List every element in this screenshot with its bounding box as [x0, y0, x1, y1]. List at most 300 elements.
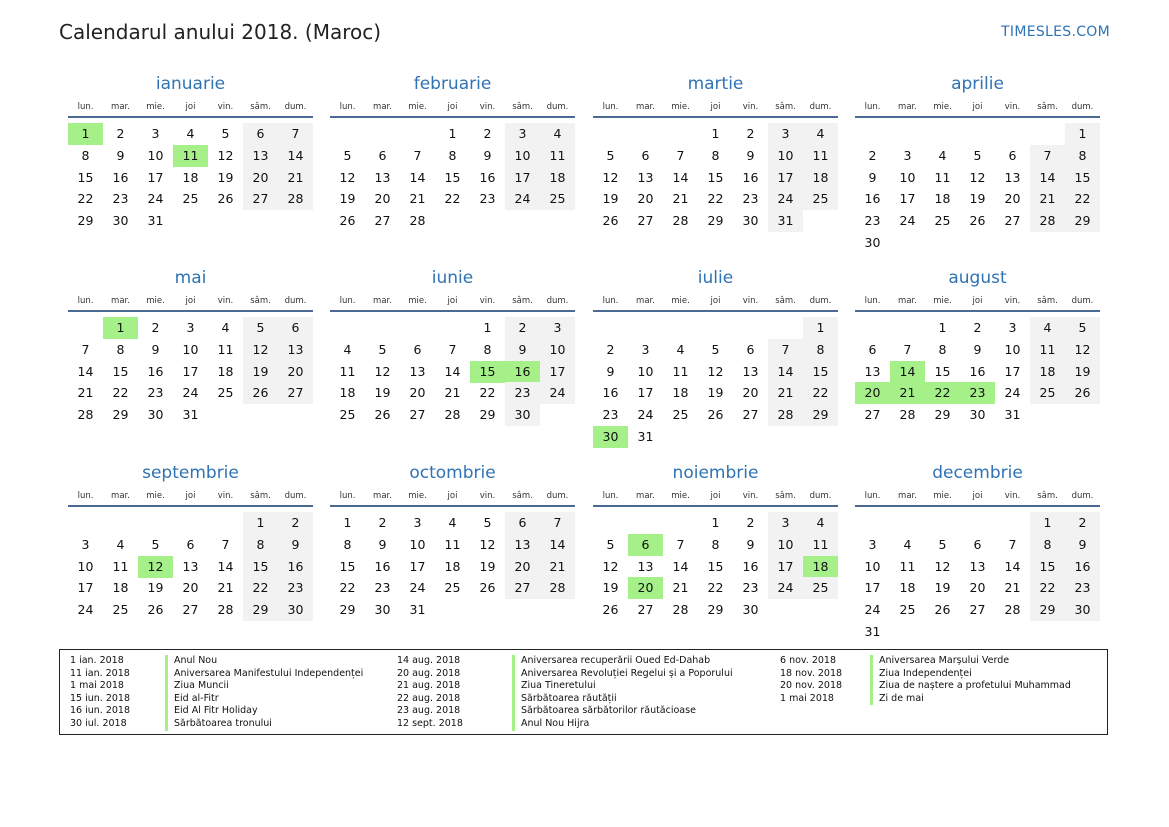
day-cell: 16: [864, 191, 881, 207]
day-cell: 5: [378, 341, 387, 357]
legend-date: 16 iun. 2018: [70, 705, 131, 717]
weekday-label: mar.: [111, 102, 130, 112]
day-cell: 27: [182, 602, 199, 617]
day-cell: 4: [803, 123, 838, 145]
day-cell: 12: [479, 536, 496, 552]
day-cell: 13: [243, 145, 278, 167]
day-cell: 13: [409, 363, 426, 379]
legend-dates-column: [397, 655, 463, 731]
day-cell: 7: [448, 341, 457, 357]
day-cell: 4: [343, 341, 352, 357]
weekday-header: [330, 296, 575, 308]
day-cell: 18: [1030, 361, 1065, 383]
day-cell: 21: [444, 385, 461, 401]
day-cell: 3: [1008, 320, 1017, 335]
day-cell: 26: [707, 407, 724, 422]
day-cell: 30: [374, 602, 391, 617]
month-title: martie: [687, 74, 744, 94]
day-cell: 20: [182, 580, 199, 596]
day-cell: 8: [243, 534, 278, 556]
day-cell: 12: [1065, 339, 1100, 361]
day-cell: 25: [803, 188, 838, 210]
day-cell: 24: [1004, 385, 1021, 401]
day-cell: 1: [243, 512, 278, 534]
weekday-label: joi: [185, 491, 196, 501]
day-cell: 4: [1030, 317, 1065, 339]
day-cell: 27: [278, 382, 313, 404]
day-cell: 6: [1008, 147, 1017, 163]
legend-date: 21 aug. 2018: [397, 680, 461, 692]
day-cell: 9: [505, 339, 540, 361]
legend-date: 11 ian. 2018: [70, 667, 130, 679]
day-cell: 15: [934, 363, 951, 379]
header-rule: [330, 116, 575, 118]
legend-date: 23 aug. 2018: [397, 705, 461, 717]
day-cell: 25: [182, 191, 199, 207]
day-cell: 2: [606, 341, 615, 357]
day-cell: 26: [934, 602, 951, 617]
day-cell: 13: [637, 558, 654, 574]
weekday-label: mar.: [898, 491, 917, 501]
day-cell: 20: [409, 385, 426, 401]
day-cell: 8: [81, 147, 90, 163]
day-cell: 3: [868, 536, 877, 552]
day-cell: 27: [409, 407, 426, 422]
weekday-label: vin.: [217, 102, 234, 112]
weekday-header: [330, 102, 575, 114]
day-cell: 6: [505, 512, 540, 534]
day-cell: 26: [374, 407, 391, 422]
weekday-label: lun.: [864, 296, 881, 306]
day-cell: 19: [707, 385, 724, 401]
day-cell: 4: [803, 512, 838, 534]
day-cell: 7: [768, 339, 803, 361]
day-cell: 25: [112, 602, 129, 617]
day-cell: 22: [1065, 188, 1100, 210]
month-title: aprilie: [951, 74, 1004, 94]
day-cell: 5: [606, 147, 615, 163]
day-cell: 2: [151, 320, 160, 335]
day-cell: 15: [707, 558, 724, 574]
legend-holiday-name: Sărbătoarea tronului: [165, 718, 363, 731]
day-cell: 16: [1065, 556, 1100, 578]
day-cell: 30: [742, 213, 759, 228]
weekday-label: dum.: [546, 491, 569, 501]
day-cell: 27: [374, 213, 391, 228]
day-cell: 21: [768, 382, 803, 404]
day-cell: 25: [934, 213, 951, 228]
day-cell: 29: [243, 599, 278, 621]
weekday-label: mar.: [111, 491, 130, 501]
holiday-day-cell: 20: [855, 382, 890, 404]
day-cell: 21: [672, 191, 689, 207]
day-cell: 17: [899, 191, 916, 207]
day-cell: 28: [672, 213, 689, 228]
weekday-label: mie.: [146, 296, 165, 306]
day-cell: 10: [864, 558, 881, 574]
weekday-label: sâm.: [512, 491, 533, 501]
legend-holiday-name: Ziua Muncii: [165, 680, 363, 693]
day-cell: 5: [1065, 317, 1100, 339]
weekday-label: dum.: [809, 491, 832, 501]
day-cell: 22: [444, 191, 461, 207]
day-cell: 24: [147, 191, 164, 207]
day-cell: 8: [116, 341, 125, 357]
weekday-label: mie.: [671, 296, 690, 306]
day-cell: 19: [479, 558, 496, 574]
weekday-label: mar.: [636, 296, 655, 306]
weekday-label: mie.: [933, 491, 952, 501]
day-cell: 14: [540, 534, 575, 556]
day-cell: 30: [742, 602, 759, 617]
day-cell: 19: [374, 385, 391, 401]
day-cell: 13: [969, 558, 986, 574]
legend-holiday-name: Aniversarea recuperării Oued Ed-Dahab: [512, 655, 733, 668]
day-cell: 18: [540, 167, 575, 189]
weekday-label: mie.: [933, 102, 952, 112]
weekday-label: vin.: [217, 491, 234, 501]
day-cell: 27: [864, 407, 881, 422]
day-cell: 17: [505, 167, 540, 189]
legend-date: 12 sept. 2018: [397, 717, 463, 729]
weekday-label: dum.: [1071, 102, 1094, 112]
day-cell: 25: [444, 580, 461, 596]
day-cell: 12: [707, 363, 724, 379]
weekday-label: joi: [447, 296, 458, 306]
weekday-label: mar.: [898, 296, 917, 306]
weekday-label: joi: [710, 102, 721, 112]
day-cell: 3: [768, 512, 803, 534]
day-cell: 18: [899, 580, 916, 596]
month-title: decembrie: [932, 463, 1023, 483]
day-cell: 24: [768, 188, 803, 210]
day-cell: 30: [112, 213, 129, 228]
day-cell: 27: [742, 407, 759, 422]
day-cell: 12: [374, 363, 391, 379]
day-cell: 21: [540, 556, 575, 578]
day-cell: 22: [803, 382, 838, 404]
day-cell: 12: [602, 558, 619, 574]
day-cell: 20: [742, 385, 759, 401]
day-cell: 29: [77, 213, 94, 228]
weekday-label: lun.: [602, 491, 619, 501]
day-cell: 23: [864, 213, 881, 228]
weekday-label: joi: [447, 491, 458, 501]
weekday-header: [68, 491, 313, 503]
day-cell: 29: [479, 407, 496, 422]
legend-holiday-name: Anul Nou: [165, 655, 363, 668]
legend-date: 1 mai 2018: [70, 680, 124, 692]
day-cell: 19: [217, 169, 234, 185]
day-cell: 8: [343, 536, 352, 552]
day-cell: 2: [378, 515, 387, 530]
weekday-label: sâm.: [775, 491, 796, 501]
weekday-label: dum.: [546, 296, 569, 306]
day-cell: 17: [540, 361, 575, 383]
day-cell: 15: [1030, 556, 1065, 578]
day-cell: 26: [602, 213, 619, 228]
day-cell: 21: [278, 167, 313, 189]
month-title: iunie: [431, 268, 474, 288]
day-cell: 12: [969, 169, 986, 185]
day-cell: 4: [903, 536, 912, 552]
weekday-label: vin.: [479, 102, 496, 112]
day-cell: 25: [217, 385, 234, 401]
day-cell: 26: [147, 602, 164, 617]
day-cell: 20: [505, 556, 540, 578]
day-cell: 22: [707, 191, 724, 207]
day-cell: 7: [903, 341, 912, 357]
day-cell: 10: [540, 339, 575, 361]
day-cell: 14: [278, 145, 313, 167]
day-cell: 24: [77, 602, 94, 617]
weekday-label: lun.: [339, 296, 356, 306]
holiday-day-cell: 30: [593, 426, 628, 448]
day-cell: 10: [899, 169, 916, 185]
day-cell: 11: [934, 169, 951, 185]
day-cell: 16: [112, 169, 129, 185]
day-cell: 10: [147, 147, 164, 163]
day-cell: 17: [147, 169, 164, 185]
day-cell: 2: [116, 126, 125, 141]
weekday-label: lun.: [77, 491, 94, 501]
day-cell: 22: [1030, 577, 1065, 599]
day-cell: 3: [903, 147, 912, 163]
day-cell: 8: [938, 341, 947, 357]
day-cell: 29: [1030, 599, 1065, 621]
day-cell: 23: [1065, 577, 1100, 599]
day-cell: 6: [868, 341, 877, 357]
day-cell: 7: [278, 123, 313, 145]
brand-link[interactable]: TIMESLES.COM: [1001, 24, 1110, 40]
day-cell: 9: [151, 341, 160, 357]
day-cell: 28: [1004, 602, 1021, 617]
holiday-day-cell: 1: [68, 123, 103, 145]
holiday-day-cell: 20: [628, 577, 663, 599]
day-cell: 12: [217, 147, 234, 163]
day-cell: 11: [899, 558, 916, 574]
day-cell: 10: [409, 536, 426, 552]
day-cell: 7: [676, 147, 685, 163]
day-cell: 9: [1065, 534, 1100, 556]
weekday-label: sâm.: [512, 296, 533, 306]
day-cell: 27: [637, 213, 654, 228]
day-cell: 3: [641, 341, 650, 357]
weekday-label: vin.: [479, 491, 496, 501]
day-cell: 9: [973, 341, 982, 357]
day-cell: 5: [938, 536, 947, 552]
day-cell: 30: [1065, 599, 1100, 621]
day-cell: 27: [243, 188, 278, 210]
weekday-label: lun.: [77, 102, 94, 112]
day-cell: 22: [77, 191, 94, 207]
day-cell: 1: [448, 126, 457, 141]
day-cell: 15: [77, 169, 94, 185]
day-cell: 5: [711, 341, 720, 357]
day-cell: 11: [112, 558, 129, 574]
day-cell: 17: [768, 167, 803, 189]
day-cell: 5: [483, 515, 492, 530]
weekday-label: mar.: [373, 491, 392, 501]
day-cell: 9: [606, 363, 615, 379]
holiday-day-cell: 1: [103, 317, 138, 339]
day-cell: 10: [77, 558, 94, 574]
day-cell: 17: [1004, 363, 1021, 379]
legend-holiday-name: Eid Al Fitr Holiday: [165, 705, 363, 718]
day-cell: 20: [969, 580, 986, 596]
day-cell: 2: [483, 126, 492, 141]
holiday-day-cell: 12: [138, 556, 173, 578]
weekday-label: joi: [710, 296, 721, 306]
day-cell: 9: [116, 147, 125, 163]
holiday-day-cell: 23: [960, 382, 995, 404]
legend-names-column: [165, 655, 363, 731]
weekday-label: sâm.: [250, 102, 271, 112]
weekday-label: mar.: [111, 296, 130, 306]
day-cell: 23: [742, 580, 759, 596]
day-cell: 10: [505, 145, 540, 167]
legend-date: 1 ian. 2018: [70, 655, 124, 666]
day-cell: 4: [116, 536, 125, 552]
day-cell: 6: [746, 341, 755, 357]
day-cell: 19: [243, 361, 278, 383]
weekday-label: mie.: [408, 491, 427, 501]
day-cell: 7: [221, 536, 230, 552]
weekday-label: lun.: [864, 102, 881, 112]
day-cell: 26: [339, 213, 356, 228]
weekday-label: vin.: [1004, 491, 1021, 501]
day-cell: 24: [637, 407, 654, 422]
day-cell: 20: [243, 167, 278, 189]
day-cell: 1: [711, 515, 720, 530]
day-cell: 12: [602, 169, 619, 185]
weekday-label: mie.: [408, 102, 427, 112]
day-cell: 11: [803, 534, 838, 556]
weekday-label: mie.: [933, 296, 952, 306]
day-cell: 23: [505, 382, 540, 404]
weekday-label: sâm.: [1037, 491, 1058, 501]
day-cell: 13: [637, 169, 654, 185]
day-cell: 30: [864, 234, 881, 250]
day-cell: 6: [413, 341, 422, 357]
weekday-header: [68, 102, 313, 114]
day-cell: 1: [1065, 123, 1100, 145]
day-cell: 21: [1004, 580, 1021, 596]
month-title: august: [948, 268, 1007, 288]
day-cell: 30: [505, 404, 540, 426]
day-cell: 31: [409, 602, 426, 617]
day-cell: 9: [746, 536, 755, 552]
day-cell: 2: [973, 320, 982, 335]
weekday-label: dum.: [809, 102, 832, 112]
weekday-header: [855, 296, 1100, 308]
day-cell: 13: [742, 363, 759, 379]
weekday-label: vin.: [742, 491, 759, 501]
day-cell: 28: [768, 404, 803, 426]
day-cell: 4: [221, 320, 230, 335]
day-cell: 10: [768, 534, 803, 556]
holiday-day-cell: 6: [628, 534, 663, 556]
day-cell: 10: [1004, 341, 1021, 357]
day-cell: 28: [77, 407, 94, 422]
holiday-day-cell: 14: [890, 361, 925, 383]
month-title: septembrie: [142, 463, 239, 483]
day-cell: 29: [934, 407, 951, 422]
legend-date: 30 iul. 2018: [70, 717, 127, 729]
header-rule: [855, 310, 1100, 312]
weekday-label: dum.: [284, 296, 307, 306]
day-cell: 13: [864, 363, 881, 379]
day-cell: 3: [151, 126, 160, 141]
day-cell: 28: [672, 602, 689, 617]
legend-holiday-name: Ziua Independenței: [870, 668, 1071, 681]
day-cell: 18: [444, 558, 461, 574]
day-cell: 18: [803, 167, 838, 189]
day-cell: 13: [374, 169, 391, 185]
day-cell: 3: [81, 536, 90, 552]
header-rule: [593, 310, 838, 312]
day-cell: 2: [1065, 512, 1100, 534]
weekday-label: joi: [710, 491, 721, 501]
day-cell: 18: [672, 385, 689, 401]
day-cell: 25: [540, 188, 575, 210]
day-cell: 1: [938, 320, 947, 335]
day-cell: 4: [938, 147, 947, 163]
day-cell: 15: [707, 169, 724, 185]
day-cell: 5: [221, 126, 230, 141]
day-cell: 3: [413, 515, 422, 530]
day-cell: 16: [969, 363, 986, 379]
weekday-label: mar.: [898, 102, 917, 112]
day-cell: 21: [409, 191, 426, 207]
day-cell: 25: [803, 577, 838, 599]
weekday-label: mar.: [636, 491, 655, 501]
header-rule: [593, 116, 838, 118]
legend-holiday-name: Aniversarea Marșului Verde: [870, 655, 1071, 668]
day-cell: 8: [448, 147, 457, 163]
day-cell: 19: [602, 191, 619, 207]
day-cell: 8: [711, 536, 720, 552]
day-cell: 6: [378, 147, 387, 163]
legend-date: 15 iun. 2018: [70, 692, 131, 704]
day-cell: 16: [479, 169, 496, 185]
day-cell: 6: [973, 536, 982, 552]
day-cell: 4: [540, 123, 575, 145]
holiday-day-cell: 18: [803, 556, 838, 578]
weekday-label: sâm.: [1037, 102, 1058, 112]
legend-holiday-name: Sărbătoarea sărbătorilor răutăcioase: [512, 705, 733, 718]
day-cell: 25: [672, 407, 689, 422]
weekday-header: [593, 491, 838, 503]
weekday-label: lun.: [864, 491, 881, 501]
legend-holiday-name: Eid al-Fitr: [165, 693, 363, 706]
legend-date: 14 aug. 2018: [397, 655, 461, 666]
day-cell: 6: [278, 317, 313, 339]
weekday-label: joi: [972, 296, 983, 306]
day-cell: 27: [969, 602, 986, 617]
day-cell: 26: [602, 602, 619, 617]
weekday-label: sâm.: [250, 296, 271, 306]
day-cell: 23: [602, 407, 619, 422]
weekday-label: joi: [447, 102, 458, 112]
day-cell: 5: [243, 317, 278, 339]
day-cell: 1: [711, 126, 720, 141]
day-cell: 19: [969, 191, 986, 207]
legend-date: 6 nov. 2018: [780, 655, 836, 666]
day-cell: 18: [217, 363, 234, 379]
day-cell: 15: [243, 556, 278, 578]
day-cell: 28: [444, 407, 461, 422]
